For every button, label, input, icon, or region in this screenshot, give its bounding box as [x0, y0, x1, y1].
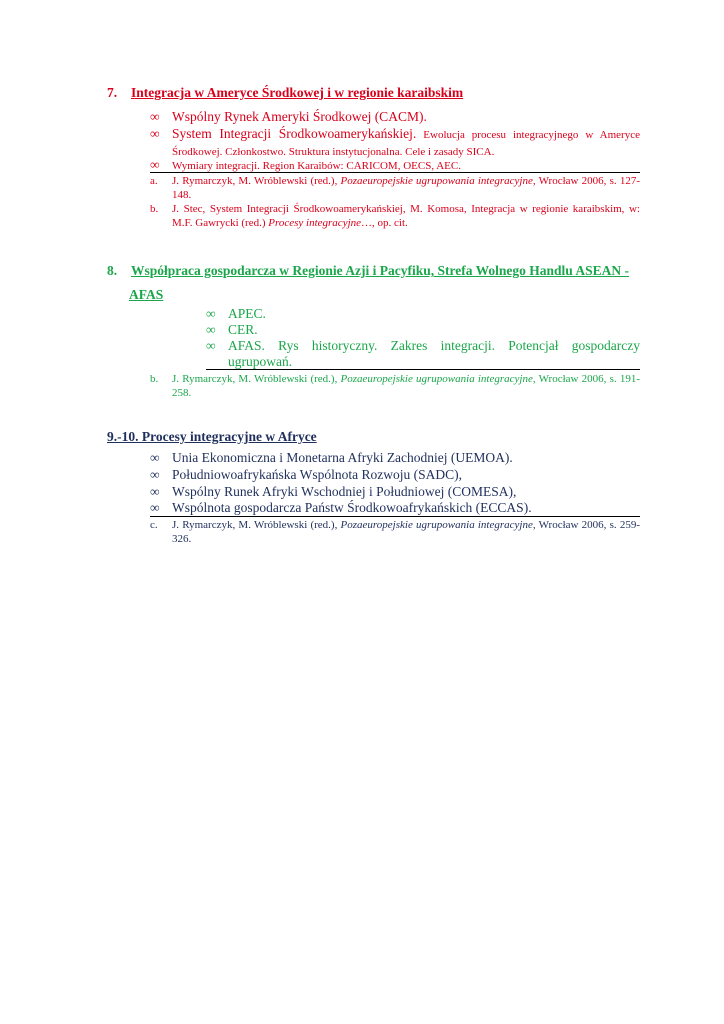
section-7-item-1: [150, 109, 640, 127]
section-8-item-3: [206, 338, 640, 370]
section-9-10-title: 9.-10. Procesy integracyjne w Afryce: [107, 429, 317, 444]
section-7-item-2-text: [172, 126, 640, 160]
reference-letter: a.: [150, 175, 158, 187]
section-7-item-3-text: Wymiary integracji. Region Karaibów: CARICOM, OECS, AEC.: [172, 160, 461, 172]
section-7-item-2: [150, 126, 640, 158]
section-8-title-line-1: Współpraca gospodarcza w Regionie Azji i Pacyfiku, Strefa Wolnego Handlu ASEAN -: [131, 263, 630, 278]
section-7-item-3: [150, 157, 640, 173]
section-7-title: Integracja w Ameryce Środkowej i w regionie karaibskim: [131, 85, 464, 100]
infinity-bullet-icon: ∞: [150, 450, 160, 465]
section-8-title-line-2: AFAS: [129, 287, 164, 302]
section-8-item-1-text: APEC.: [228, 306, 266, 321]
infinity-bullet-icon: ∞: [150, 109, 160, 124]
infinity-bullet-icon: ∞: [206, 306, 216, 321]
section-9-10-item-1: [150, 450, 640, 468]
reference-text: [172, 518, 640, 546]
reference-authors: J. Rymarczyk, M. Wróblewski (red.),: [172, 175, 341, 187]
reference-authors: J. Rymarczyk, M. Wróblewski (red.),: [172, 373, 341, 385]
reference-letter: b.: [150, 373, 159, 385]
reference-details: , Wrocław 2006, s. 259-326.: [172, 519, 640, 545]
section-7-heading: [107, 85, 463, 101]
section-7-divider: [150, 172, 640, 173]
reference-letter: c.: [150, 519, 158, 531]
infinity-bullet-icon: ∞: [206, 338, 216, 353]
section-9-10-item-2-text: Południowoafrykańska Wspólnota Rozwoju (SADC),: [172, 467, 462, 482]
section-9-10-item-1-text: Unia Ekonomiczna i Monetarna Afryki Zachodniej (UEMOA).: [172, 450, 513, 465]
reference-text: [172, 372, 640, 400]
infinity-bullet-icon: ∞: [150, 126, 160, 141]
reference-details: , Wrocław 2006, s. 191-258.: [172, 373, 640, 399]
reference-authors: J. Rymarczyk, M. Wróblewski (red.),: [172, 519, 341, 531]
section-8-number: 8.: [107, 263, 118, 278]
infinity-bullet-icon: ∞: [206, 322, 216, 337]
section-8-item-2-text: CER.: [228, 322, 258, 337]
reference-book-title: Pozaeuropejskie ugrupowania integracyjne: [340, 373, 533, 385]
section-8-divider: [206, 369, 640, 370]
section-9-10-divider: [150, 516, 640, 517]
section-7-item-2-detail: Ewolucja procesu integracyjnego w Ameryce Środkowej. Członkostwo. Struktura instytucjonalna. Cele i zasady SICA.: [172, 129, 640, 158]
section-8-heading: [107, 259, 647, 307]
section-7-number: 7.: [107, 85, 118, 100]
reference-book-title: Procesy integracyjne: [268, 217, 362, 229]
reference-text: [172, 174, 640, 202]
section-8-reference-b: [150, 372, 640, 400]
section-7-reference-a: [150, 174, 640, 202]
section-9-10-item-2: [150, 467, 640, 485]
infinity-bullet-icon: ∞: [150, 467, 160, 482]
reference-book-title: Pozaeuropejskie ugrupowania integracyjne: [340, 519, 533, 531]
reference-letter: b.: [150, 203, 159, 215]
section-8-item-3-text: AFAS. Rys historyczny. Zakres integracji. Potencjał gospodarczy ugrupowań.: [228, 338, 640, 369]
section-9-10-item-4-text: Wspólnota gospodarcza Państw Środkowoafrykańskich (ECCAS).: [172, 500, 532, 515]
reference-book-title: Pozaeuropejskie ugrupowania integracyjne: [340, 175, 533, 187]
section-7-reference-b: [150, 202, 640, 230]
infinity-bullet-icon: ∞: [150, 500, 160, 515]
section-7-item-1-text: Wspólny Rynek Ameryki Środkowej (CACM).: [172, 109, 427, 124]
infinity-bullet-icon: ∞: [150, 484, 160, 499]
reference-text: [172, 202, 640, 230]
reference-details: …, op. cit.: [361, 217, 408, 229]
section-7-item-2-main: System Integracji Środkowoamerykańskiej.: [172, 126, 417, 141]
reference-details: , Wrocław 2006, s. 127-148.: [172, 175, 640, 201]
section-9-10-heading: [107, 429, 317, 445]
infinity-bullet-icon: ∞: [150, 157, 160, 172]
reference-authors: J. Stec, System Integracji Środkowoamerykańskiej, M. Komosa, Integracja w regionie karaibskim, w: M.F. Gawrycki (red.): [172, 203, 640, 229]
section-9-10-reference-c: [150, 518, 640, 546]
section-9-10-item-3-text: Wspólny Runek Afryki Wschodniej i Południowej (COMESA),: [172, 484, 517, 499]
